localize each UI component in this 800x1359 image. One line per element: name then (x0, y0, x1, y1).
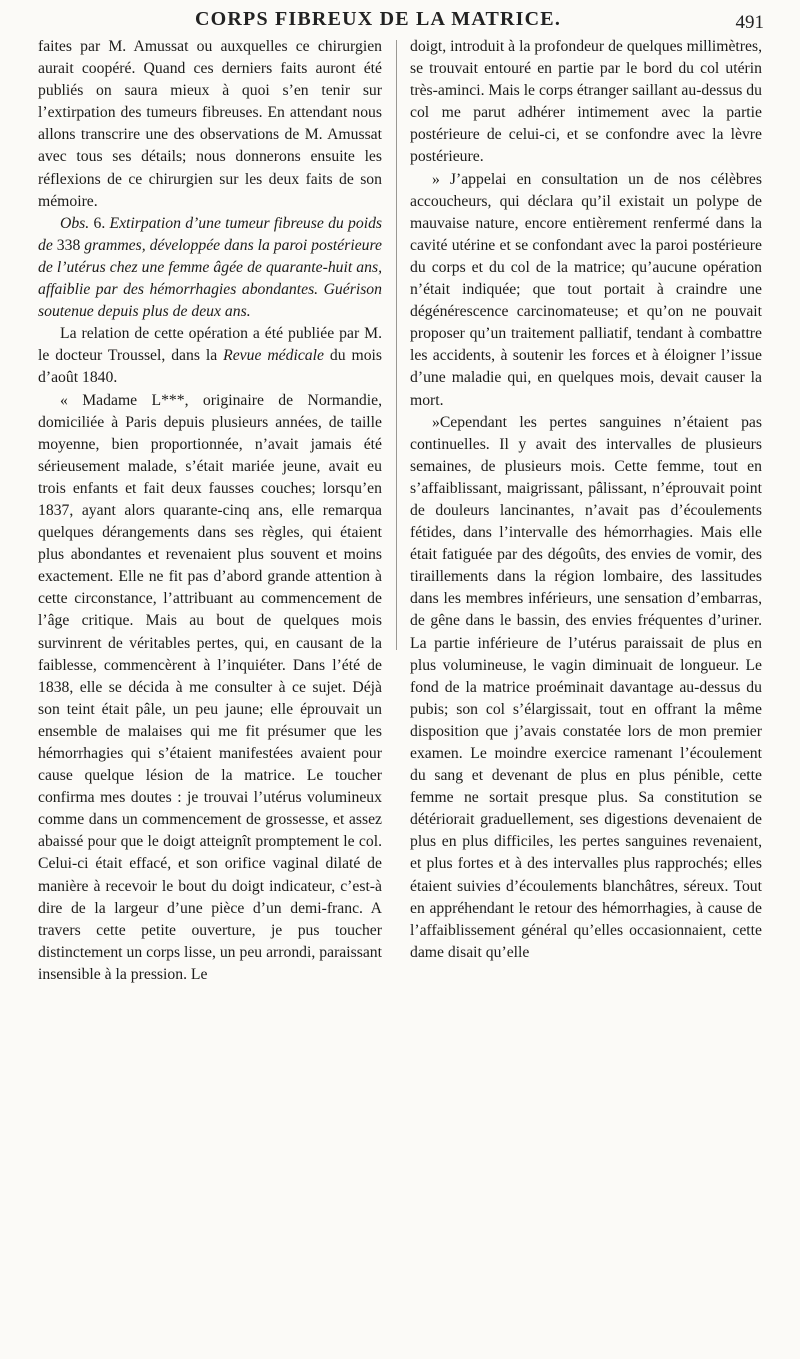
paragraph-progression: »Cependant les pertes sanguines n’étaient pas continuelles. Il y avait des intervalles de plusieurs semaines, de plusieurs mois. Cette femme, tout en s’affaiblissant, maigrissant, pâlissant, n’éprouvait point de douleurs lancinantes, n’avait pas d’écoulements fétides, dans l’intervalle des hémorrhagies. Mais elle était fatiguée par des dégoûts, des envies de vomir, des tiraillements dans la région lombaire, des lassitudes dans les membres inférieurs, une sensation d’embarras, de gêne dans le bassin, des envies fréquentes d’uriner. La partie inférieure de l’utérus paraissait de plus en plus volumineuse, le vagin diminuait de longueur. Le fond de la matrice proéminait davantage au-dessus du pubis; son col s’élargissait, tout en offrant la même disposition que j’avais constatée lors de mon premier examen. Le moindre exercice ramenant l’écoulement du sang et devenant de plus en plus pénible, cette femme ne sortait presque plus. Sa constitution se détériorait graduellement, ses digestions devenaient de plus en plus difficiles, les pertes sanguines revenaient, et plus fortes et à des intervalles plus rapprochés; elles étaient suivies d’écoulements blanchâtres, séreux. Tout en appréhendant le retour des hémorrhagies, à cause de l’affaiblissement général qu’elles occasionnaient, cette dame disait qu’elle (410, 413, 762, 961)
source-text-b: du mois d’août 1840. (38, 347, 383, 387)
left-column (38, 36, 382, 986)
running-header (0, 6, 800, 36)
paragraph-case-history: « Madame L***, originaire de Normandie, domiciliée à Paris depuis plusieurs années, de taille moyenne, bien proportionnée, n’avait jamais été sérieusement malade, s’était mariée jeune, avait eu trois enfants et fait deux fausses couches; lorsqu’en 1837, ayant alors quarante-cinq ans, elle remarqua quelques dérangements dans ses règles, qui étaient plus abondantes et revenaient plus souvent et moins exactement. Elle ne fit pas d’abord grande attention à cette circonstance, l’attribuant au commencement de l’âge critique. Mais au bout de quelques mois survinrent de véritables pertes, qui, en causant de la faiblesse, commencèrent à l’inquiéter. Dans l’été de 1838, elle se décida à me consulter à ce sujet. Déjà son teint était pâle, un peu jaune; elle éprouvait un ensemble de malaises qui me fit présumer que les hémorrhagies qui s’étaient manifestées avaient pour cause quelque lésion de la matrice. Le toucher confirma mes doutes : je trouvai l’utérus volumineux comme dans un commencement de grossesse, et assez abaissé pour que le doigt atteignît promptement le col. Celui-ci était effacé, et son orifice vaginal dilaté de manière à recevoir le bout du doigt indicateur, c’est-à dire de la largeur d’une pièce d’un demi-franc. A travers cette petite ouverture, je pus toucher distinctement un corps lisse, un peu arrondi, paraissant insensible à la pression. Le (38, 391, 382, 983)
running-title: CORPS FIBREUX DE LA MATRICE. (195, 8, 562, 30)
obs-weight: 338 (56, 236, 81, 254)
obs-title-part-a: Extirpation d’une tumeur fibreuse du poids de (38, 214, 383, 254)
paragraph-consultation: » J’appelai en consultation un de nos célèbres accoucheurs, qui déclara qu’il existait un polype de mauvaise nature, encore entièrement renfermé dans la cavité utérine et se confondant avec la paroi postérieure du corps et du col de la matrice; qu’aucune opération n’était indiquée; que tout portait à craindre une dégénérescence carcinomateuse; et qu’on ne pouvait proposer qu’un traitement palliatif, tendant à combattre les accidents, à soutenir les forces et à éloigner l’issue d’une maladie qui, en quelques mois, devait causer la mort. (410, 170, 762, 409)
page-number: 491 (735, 12, 764, 33)
paragraph-source (38, 323, 382, 389)
paragraph-continuation: doigt, introduit à la profondeur de quelques millimètres, se trouvait entouré en partie par le bord du col utérin très-aminci. Mais le corps étranger saillant au-dessus du col me parut adhérer intimement avec la partie postérieure de celui-ci, et se confondre avec la lèvre postérieure. (410, 38, 762, 166)
obs-label: Obs. (60, 214, 90, 232)
right-column (410, 36, 762, 964)
journal-title: Revue médicale (223, 347, 324, 365)
obs-title-part-b: grammes, développée dans la paroi postérieure de l’utérus chez une femme âgée de quarante-huit ans, affaiblie par des hémorrhagies abondantes. Guérison soutenue depuis plus de deux ans. (38, 236, 383, 321)
paragraph-continuation: faites par M. Amussat ou auxquelles ce chirurgien aurait coopéré. Quand ces derniers faits auront été publiés on saura mieux à quoi s’en tenir sur l’extirpation des tumeurs fibreuses. En attendant nous allons transcrire une des observations de M. Amussat avec tous ses détails; nous donnerons ensuite les réflexions de ce chirurgien sur les deux faits de son mémoire. (38, 38, 382, 210)
obs-number: 6. (93, 214, 106, 232)
source-text-a: La relation de cette opération a été publiée par M. le docteur Troussel, dans la (38, 325, 382, 365)
column-divider (396, 40, 397, 650)
observation-heading (38, 213, 382, 323)
